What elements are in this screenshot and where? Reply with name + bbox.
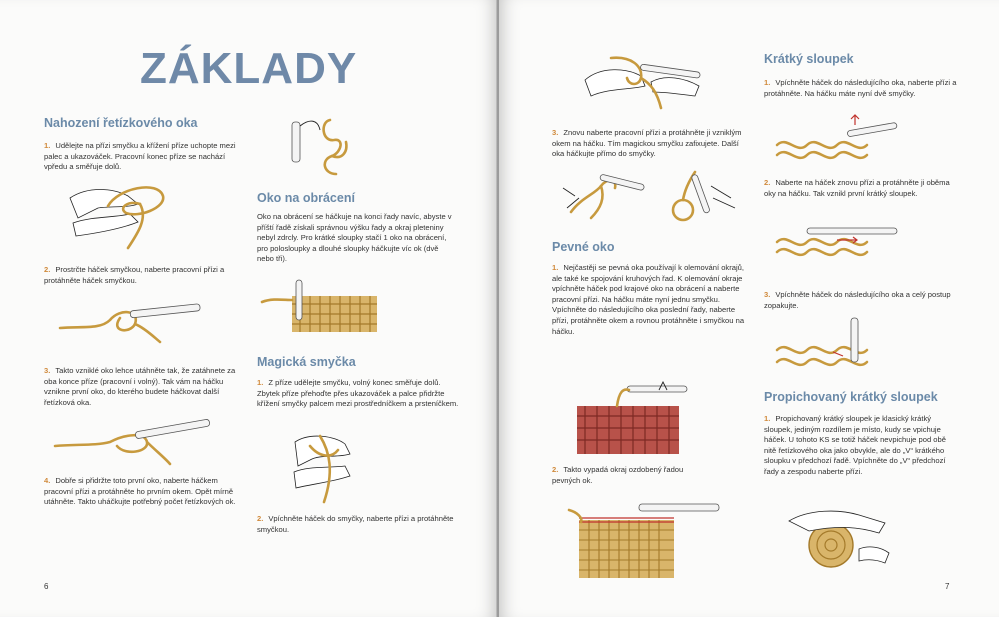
sc-illustration-1 <box>777 117 897 169</box>
section-heading-fpsc: Propichovaný krátký sloupek <box>764 390 938 404</box>
slip-fabric-illustration <box>577 378 687 456</box>
magic-loop-illustration-2 <box>581 52 701 117</box>
chain-step-4: 4. Dobře si přidržte toto první oko, naberte háčkem pracovní přízi a protáhněte ho prvním okem. Opět mírně utáhněte. Takto uháčkujte potřebný počet řetízkových ok. <box>44 476 236 507</box>
slip-edge-illustration <box>569 500 719 580</box>
chain-illustration-1 <box>68 178 188 248</box>
page-number-right: 7 <box>945 582 950 591</box>
section-heading-chain: Nahození řetízkového oka <box>44 116 198 130</box>
page-number-left: 6 <box>44 582 49 591</box>
fpsc-step-1: 1. Propichovaný krátký sloupek je klasický krátký sloupek, jediným rozdílem je místo, kudy se vpichuje háček. U tohoto KS se totiž háček nevpichuje pod obě nitě řetízkového oka jako obvykle, ale do „V“ krátkého sloupku v předchozí řadě. Vpíchněte do „V“ předchozí řady a zespodu naberte přízi. <box>764 414 946 476</box>
sc-step-2: 2. Naberte na háček znovu přízi a protáhněte ji oběma oky na háčku. Tak vznikl první krátký sloupek. <box>764 178 950 198</box>
slip-step-2: 2. Takto vypadá okraj ozdobený řadou pevných ok. <box>552 465 684 485</box>
sc-illustration-2 <box>777 218 907 270</box>
turning-fabric-illustration <box>262 284 377 336</box>
magic-step-3: 3. Znovu naberte pracovní přízi a protáhněte ji vzniklým okem na háčku. Tím magickou smyčku zafixujete. Další oka háčkujte přímo do smyčky. <box>552 128 742 159</box>
right-page <box>499 0 999 617</box>
sc-step-3: 3. Vpíchněte háček do následujícího oka a celý postup zopakujte. <box>764 290 951 310</box>
magic-step-1: 1. Z příze udělejte smyčku, volný konec směřuje dolů. Zbytek příze přehoďte přes ukazováček a palce přidržte křížení smyčky palcem mezi prostředníčkem a prsteníčkem. <box>257 378 459 409</box>
magic-fix-illustration-1 <box>561 168 646 223</box>
turning-text: Oko na obrácení se háčkuje na konci řady navíc, abyste v příští řadě získali správnou výšku řady a okraj pleteniny nebyl zdrcly. Pro krátké sloupky stačí 1 oko na obrácení, pro polosloupky a dlouhé sloupky háčkujte víc ok (dvě nebo tři). <box>257 212 452 264</box>
section-heading-turning: Oko na obrácení <box>257 191 355 205</box>
chain-step-1: 1. Udělejte na přízi smyčku a křížení příze uchopte mezi palec a ukazováček. Pracovní konec příze se nachází vpředu a směřuje dolů. <box>44 141 236 172</box>
section-heading-sc: Krátký sloupek <box>764 52 854 66</box>
chain-step-2: 2. Prostrčte háček smyčkou, naberte pracovní přízi a protáhněte háček smyčkou. <box>44 265 225 285</box>
section-heading-slip: Pevné oko <box>552 240 615 254</box>
fpsc-illustration <box>789 505 889 575</box>
chain-illustration-3 <box>55 420 210 465</box>
left-page <box>0 0 497 617</box>
slip-step-1: 1. Nejčastěji se pevná oka používají k olemování okrajů, ale také ke spojování kruhových řad. K olemování okraje vpíchněte háček pod krajové oko na obrácení a naberte pracovní přízi. Na háčku máte nyní jednu smyčku. Vpíchněte do následujícího oka poslední řady, naberte přízi, protáhněte okem a rovnou protáhněte i smyčkou na háčku. <box>552 263 745 336</box>
chain-step-3: 3. Takto vzniklé oko lehce utáhněte tak, že zatáhnete za oba konce příze (pracovní i volný). Tak vám na háčku vznikne první oko, do kterého budete háčkovat další řetízková oka. <box>44 366 236 407</box>
section-heading-magic: Magická smyčka <box>257 355 356 369</box>
magic-step-2: 2. Vpíchněte háček do smyčky, naberte přízi a protáhněte smyčkou. <box>257 514 454 534</box>
sc-step-1: 1. Vpíchněte háček do následujícího oka, naberte přízi a protáhněte. Na háčku máte nyní dvě smyčky. <box>764 78 957 98</box>
magic-loop-illustration <box>290 432 360 504</box>
sc-illustration-3 <box>777 318 887 378</box>
chain-illustration-2 <box>60 298 200 343</box>
page-title: ZÁKLADY <box>140 44 358 93</box>
turning-hook-illustration <box>290 112 370 180</box>
magic-fix-illustration-2 <box>661 168 746 228</box>
